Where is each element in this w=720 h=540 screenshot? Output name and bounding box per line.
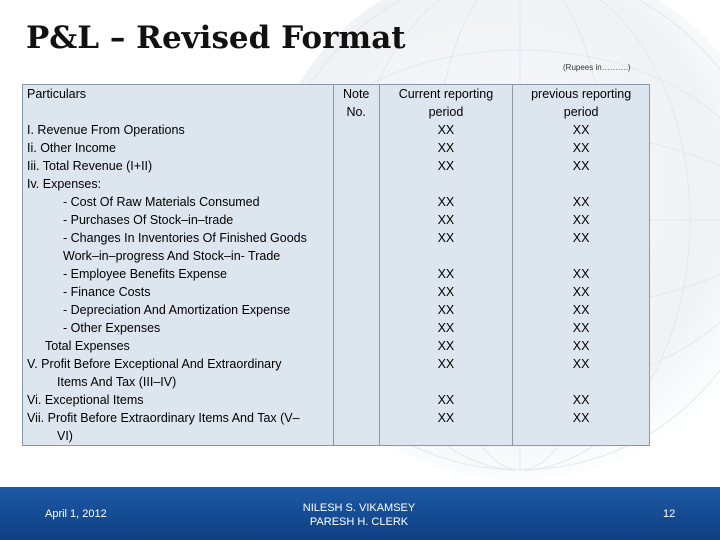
previous-value: XX xyxy=(572,141,590,155)
previous-value: XX xyxy=(572,267,590,281)
previous-period-column xyxy=(513,121,650,446)
current-value: XX xyxy=(437,267,455,281)
pl-table xyxy=(22,84,650,446)
row-label: V. Profit Before Exceptional And Extraordinary xyxy=(27,357,282,371)
previous-value xyxy=(513,175,649,193)
current-value xyxy=(380,427,513,445)
previous-value xyxy=(513,427,649,445)
previous-value: XX xyxy=(572,411,590,425)
rupees-note: (Rupees in……….) xyxy=(563,63,631,72)
current-value: XX xyxy=(437,339,455,353)
row-label: Work–in–progress And Stock–in- Trade xyxy=(63,249,281,263)
row-label: I. Revenue From Operations xyxy=(27,123,185,137)
row-label: - Employee Benefits Expense xyxy=(63,267,227,281)
previous-value: XX xyxy=(572,213,590,227)
current-value: XX xyxy=(437,195,455,209)
author-name-2: PARESH H. CLERK xyxy=(309,516,409,528)
current-value: XX xyxy=(437,159,455,173)
previous-value: XX xyxy=(572,159,590,173)
current-period-column xyxy=(379,121,513,446)
page-number: 12 xyxy=(663,508,676,520)
row-label: - Purchases Of Stock–in–trade xyxy=(63,213,234,227)
author-name-1: NILESH S. VIKAMSEY xyxy=(302,502,416,514)
row-label: Items And Tax (III–IV) xyxy=(57,375,177,389)
row-label: Ii. Other Income xyxy=(27,141,116,155)
row-label: - Other Expenses xyxy=(63,321,161,335)
previous-value: XX xyxy=(572,393,590,407)
row-label: Vi. Exceptional Items xyxy=(27,393,144,407)
row-label: Total Expenses xyxy=(45,339,130,353)
footer-authors xyxy=(274,501,444,529)
current-value: XX xyxy=(437,411,455,425)
current-value: XX xyxy=(437,303,455,317)
table-body-row xyxy=(23,121,650,446)
current-value: XX xyxy=(437,231,455,245)
row-label: - Changes In Inventories Of Finished Goods xyxy=(63,231,307,245)
row-label: Iv. Expenses: xyxy=(27,177,102,191)
current-value: XX xyxy=(437,285,455,299)
row-label: - Finance Costs xyxy=(63,285,151,299)
previous-value: XX xyxy=(572,231,590,245)
row-label: - Cost Of Raw Materials Consumed xyxy=(63,195,260,209)
current-value: XX xyxy=(437,213,455,227)
current-value: XX xyxy=(437,321,455,335)
current-value xyxy=(380,175,513,193)
current-value: XX xyxy=(437,123,455,137)
current-value: XX xyxy=(437,357,455,371)
current-value xyxy=(380,373,513,391)
footer-bar xyxy=(0,487,720,540)
current-value xyxy=(380,247,513,265)
previous-value xyxy=(513,247,649,265)
previous-value: XX xyxy=(572,321,590,335)
table-header-row xyxy=(23,85,650,122)
previous-value: XX xyxy=(572,195,590,209)
note-column xyxy=(333,121,379,446)
row-label: Vii. Profit Before Extraordinary Items And Tax (V– xyxy=(27,411,300,425)
previous-value: XX xyxy=(572,303,590,317)
previous-value: XX xyxy=(572,123,590,137)
previous-value: XX xyxy=(572,285,590,299)
previous-value: XX xyxy=(572,357,590,371)
row-label: Iii. Total Revenue (I+II) xyxy=(27,159,153,173)
header-particulars: Particulars xyxy=(23,85,334,122)
header-current-period: Current reporting period xyxy=(379,85,513,122)
row-label: - Depreciation And Amortization Expense xyxy=(63,303,291,317)
particulars-column xyxy=(23,121,334,446)
current-value: XX xyxy=(437,393,455,407)
header-previous-period: previous reporting period xyxy=(513,85,650,122)
page-title: P&L – Revised Format xyxy=(26,20,406,56)
header-note-no: Note No. xyxy=(333,85,379,122)
current-value: XX xyxy=(437,141,455,155)
previous-value: XX xyxy=(572,339,590,353)
previous-value xyxy=(513,373,649,391)
footer-date: April 1, 2012 xyxy=(45,508,107,520)
row-label: VI) xyxy=(57,429,73,443)
